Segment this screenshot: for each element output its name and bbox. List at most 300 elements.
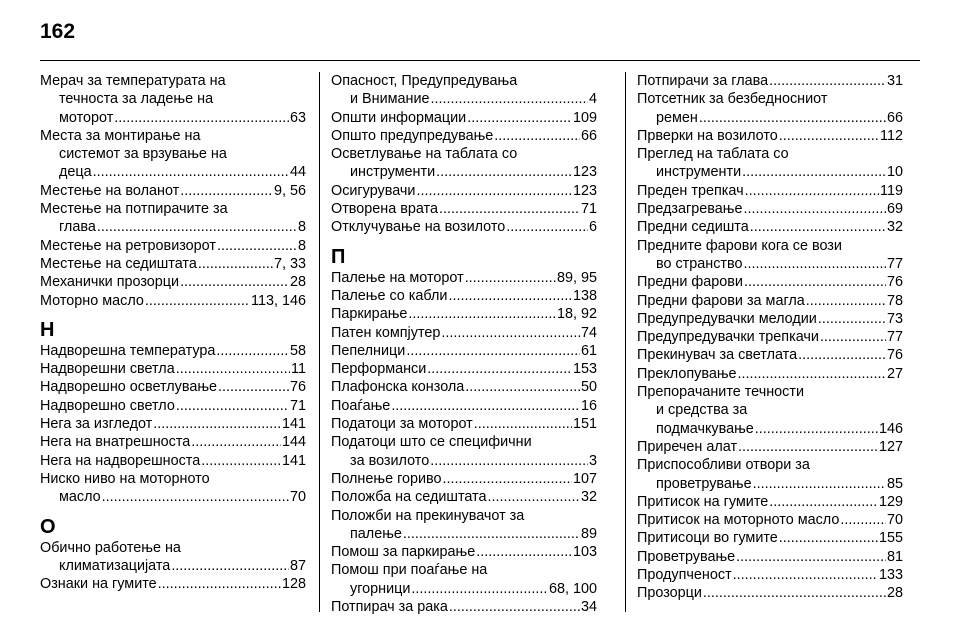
index-page-ref: 133 — [878, 567, 903, 584]
index-entry-row — [331, 452, 597, 470]
index-term: Притисоци во гумите — [637, 530, 778, 547]
index-term: Предни фарови за магла — [637, 292, 805, 309]
dot-leader — [488, 488, 580, 506]
index-term: Перформанси — [331, 361, 427, 378]
index-entry-row — [637, 584, 903, 602]
dot-leader — [779, 529, 878, 547]
index-entry-row — [331, 580, 597, 598]
index-page-ref: 7, 33 — [273, 255, 306, 272]
index-page-ref: 153 — [572, 361, 597, 378]
index-page-ref: 58 — [289, 342, 306, 359]
index-entry-row — [40, 342, 306, 360]
index-term: Надворешна температура — [40, 342, 216, 359]
index-page-ref: 127 — [878, 438, 903, 455]
index-entry-row — [40, 273, 306, 291]
index-page-ref: 28 — [886, 585, 903, 602]
index-entry-row — [40, 163, 306, 181]
index-page-ref: 78 — [886, 292, 903, 309]
index-entry-row — [40, 488, 306, 506]
index-page-ref: 11 — [291, 361, 306, 378]
index-entry-row — [637, 328, 903, 346]
dot-leader — [699, 109, 886, 127]
index-entry — [40, 237, 306, 255]
index-entry — [331, 127, 597, 145]
index-page-ref: 4 — [588, 91, 597, 108]
index-page-ref: 89, 95 — [556, 269, 597, 286]
index-page-ref: 50 — [580, 379, 597, 396]
index-entry-row — [637, 475, 903, 493]
index-term: Прекинувач за светлата — [637, 347, 798, 364]
dot-leader — [180, 182, 273, 200]
index-entry-row — [40, 182, 306, 200]
index-page-ref: 76 — [886, 274, 903, 291]
dot-leader — [755, 420, 878, 438]
index-entry-row — [40, 415, 306, 433]
dot-leader — [436, 163, 572, 181]
index-entry — [40, 433, 306, 451]
index-page-ref: 76 — [289, 379, 306, 396]
index-entry — [331, 200, 597, 218]
index-page-ref: 44 — [289, 164, 306, 181]
index-entry — [40, 575, 306, 593]
index-entry-row — [637, 292, 903, 310]
dot-leader — [798, 346, 886, 364]
dot-leader — [218, 378, 289, 396]
dot-leader — [441, 324, 580, 342]
index-entry-row — [331, 598, 597, 616]
index-page-ref: 8 — [297, 237, 306, 254]
page-number: 162 — [40, 20, 76, 43]
index-page-ref: 155 — [878, 530, 903, 547]
dot-leader — [176, 360, 290, 378]
index-page-ref: 109 — [572, 109, 597, 126]
index-entry-row — [331, 470, 597, 488]
index-term: Преден трепкач — [637, 182, 744, 199]
index-term: проветрување — [656, 475, 752, 492]
dot-leader — [736, 548, 886, 566]
index-page-ref: 87 — [289, 557, 306, 574]
index-entry-row — [331, 378, 597, 396]
index-entry-row — [331, 218, 597, 236]
dot-leader — [818, 310, 886, 328]
index-entry — [331, 72, 597, 109]
index-term: Проветрување — [637, 548, 736, 565]
dot-leader — [779, 127, 879, 145]
dot-leader — [820, 328, 886, 346]
dot-leader — [97, 218, 297, 236]
dot-leader — [840, 511, 886, 529]
index-entry-row — [331, 109, 597, 127]
index-term: Податоци што се специфични — [331, 434, 532, 451]
index-entry-row — [637, 420, 903, 438]
column-divider — [625, 72, 626, 612]
dot-leader — [745, 182, 879, 200]
dot-leader — [176, 397, 289, 415]
index-page-ref: 34 — [580, 599, 597, 616]
index-term: Прозорци — [637, 585, 702, 602]
index-page-ref: 119 — [880, 182, 903, 199]
index-term: Патен компјутер — [331, 324, 441, 341]
index-term: Општо предупредување — [331, 127, 494, 144]
index-entry — [637, 90, 903, 127]
index-entry-row — [40, 397, 306, 415]
index-entry-row — [637, 438, 903, 456]
index-entry — [637, 584, 903, 602]
index-term: Положби на прекинувачот за — [331, 507, 525, 524]
index-term: Отклучување на возилото — [331, 219, 506, 236]
index-term: Положба на седиштата — [331, 489, 487, 506]
dot-leader — [93, 163, 289, 181]
index-entry — [40, 72, 306, 127]
dot-leader — [476, 543, 572, 561]
index-page-ref: 70 — [886, 512, 903, 529]
index-page-ref: 70 — [289, 489, 306, 506]
index-entry-row — [637, 163, 903, 181]
index-entry-row — [637, 493, 903, 511]
index-entry — [331, 218, 597, 236]
index-entry-row — [637, 529, 903, 547]
index-entry-row — [40, 218, 306, 236]
index-entry — [331, 305, 597, 323]
index-term: Предни седишта — [637, 219, 749, 236]
index-column-2 — [331, 72, 597, 616]
index-term: Местење на потпирачите за — [40, 201, 228, 218]
index-letter-heading: П — [331, 245, 346, 268]
index-entry — [331, 360, 597, 378]
index-entry-row — [331, 127, 597, 145]
index-term: инструменти — [656, 164, 742, 181]
index-entry-row — [331, 324, 597, 342]
index-term: Потпирач за рака — [331, 599, 448, 616]
index-entry — [637, 365, 903, 383]
index-page-ref: 77 — [886, 255, 903, 272]
dot-leader — [158, 575, 281, 593]
index-term: Потсетник за безбедносниот — [637, 91, 828, 108]
index-page-ref: 123 — [572, 164, 597, 181]
index-entry — [331, 433, 597, 470]
index-page-ref: 31 — [886, 73, 903, 89]
index-page-ref: 113, 146 — [251, 292, 306, 309]
dot-leader — [430, 452, 588, 470]
index-entry — [40, 360, 306, 378]
dot-leader — [753, 475, 886, 493]
index-term: климатизацијата — [59, 557, 171, 574]
dot-leader — [703, 584, 886, 602]
index-term: масло — [59, 489, 101, 506]
index-entry-row — [331, 525, 597, 543]
index-entry — [331, 507, 597, 544]
index-entry — [637, 72, 903, 90]
dot-leader — [403, 525, 580, 543]
index-term: Помош за паркирање — [331, 544, 476, 561]
index-page-ref: 112 — [880, 127, 903, 144]
dot-leader — [102, 488, 289, 506]
index-term: Надворешно светло — [40, 397, 175, 414]
dot-leader — [427, 360, 572, 378]
index-page-ref: 66 — [886, 109, 903, 126]
index-entry-row — [40, 433, 306, 451]
dot-leader — [806, 292, 886, 310]
index-term: Притисок на гумите — [637, 493, 769, 510]
index-page-ref: 32 — [580, 489, 597, 506]
index-term: Предзагревање — [637, 201, 743, 218]
dot-leader — [465, 378, 580, 396]
index-entry — [637, 127, 903, 145]
index-term: деца — [59, 164, 92, 181]
index-entry — [331, 342, 597, 360]
index-entry-row — [40, 292, 306, 310]
index-page-ref: 61 — [580, 342, 597, 359]
dot-leader — [180, 273, 289, 291]
index-term: Местење на воланот — [40, 182, 180, 199]
index-page-ref: 151 — [572, 416, 597, 433]
index-page-ref: 18, 92 — [556, 306, 597, 323]
dot-leader — [744, 255, 886, 273]
index-term: Палење на моторот — [331, 269, 464, 286]
dot-leader — [191, 433, 281, 451]
index-term: Предупредувачки мелодии — [637, 310, 817, 327]
index-term: Паркирање — [331, 306, 408, 323]
index-entry — [40, 415, 306, 433]
index-term: Надворешно осветлување — [40, 379, 218, 396]
index-entry-row — [637, 310, 903, 328]
index-term: Пепелници — [331, 342, 406, 359]
index-page-ref: 9, 56 — [273, 182, 306, 199]
index-entry — [637, 383, 903, 438]
index-term: инструменти — [350, 164, 436, 181]
index-page-ref: 81 — [886, 548, 903, 565]
index-entry — [40, 182, 306, 200]
index-page-ref: 3 — [588, 452, 597, 469]
index-term: Притисок на моторното масло — [637, 512, 840, 529]
index-entry — [637, 438, 903, 456]
index-term: Палење со кабли — [331, 287, 448, 304]
index-entry-row — [637, 218, 903, 236]
index-entry-row — [331, 488, 597, 506]
dot-leader — [408, 305, 556, 323]
index-entry — [331, 397, 597, 415]
index-term: Предни фарови — [637, 274, 743, 291]
index-term: Надворешни светла — [40, 361, 175, 378]
index-term: Приречен алат — [637, 438, 738, 455]
index-term: Осигурувачи — [331, 182, 416, 199]
index-page-ref: 128 — [281, 576, 306, 593]
index-entry-row — [331, 360, 597, 378]
index-page-ref: 85 — [886, 475, 903, 492]
index-entry — [40, 292, 306, 310]
index-page-ref: 144 — [281, 434, 306, 451]
index-term: Прверки на возилото — [637, 127, 778, 144]
index-page-ref: 27 — [886, 365, 903, 382]
dot-leader — [153, 415, 281, 433]
index-term: течноста за ладење на — [59, 91, 214, 108]
index-term: Предните фарови кога се вози — [637, 237, 842, 254]
index-entry — [40, 127, 306, 182]
index-term: Нега за изгледот — [40, 416, 153, 433]
index-entry — [40, 452, 306, 470]
index-term: Ознаки на гумите — [40, 576, 157, 593]
index-entry-row — [637, 72, 903, 90]
index-entry-row — [331, 90, 597, 108]
dot-leader — [494, 127, 580, 145]
dot-leader — [750, 218, 886, 236]
index-entry-row — [331, 543, 597, 561]
index-entry — [40, 200, 306, 237]
index-term: моторот — [59, 109, 114, 126]
index-term: Осветлување на таблата со — [331, 146, 518, 163]
index-term: Моторно масло — [40, 292, 144, 309]
index-page-ref: 76 — [886, 347, 903, 364]
dot-leader — [769, 493, 878, 511]
index-page-ref: 8 — [297, 219, 306, 236]
index-entry-row — [637, 346, 903, 364]
index-entry-row — [331, 342, 597, 360]
dot-leader — [411, 580, 548, 598]
index-term: Полнење гориво — [331, 470, 442, 487]
index-term: Општи информации — [331, 109, 467, 126]
index-entry — [40, 539, 306, 576]
index-term: палење — [350, 525, 402, 542]
index-term: и Внимание — [350, 91, 430, 108]
index-term: Податоци за моторот — [331, 416, 473, 433]
dot-leader — [114, 109, 289, 127]
index-entry-row — [637, 511, 903, 529]
dot-leader — [145, 292, 250, 310]
index-term: угорници — [350, 580, 411, 597]
index-entry — [637, 566, 903, 584]
index-term: Места за монтирање на — [40, 127, 201, 144]
index-entry — [40, 378, 306, 396]
index-page-ref: 66 — [580, 127, 597, 144]
index-page-ref: 141 — [281, 452, 306, 469]
dot-leader — [738, 438, 878, 456]
index-page-ref: 146 — [878, 420, 903, 437]
index-page-ref: 10 — [886, 164, 903, 181]
index-entry-row — [637, 273, 903, 291]
index-entry — [637, 145, 903, 182]
index-page-ref: 103 — [572, 544, 597, 561]
index-term: Препорачаните течности — [637, 384, 804, 401]
index-entry — [331, 378, 597, 396]
index-entry-row — [40, 452, 306, 470]
index-entry-row — [637, 109, 903, 127]
dot-leader — [738, 365, 886, 383]
dot-leader — [506, 218, 588, 236]
index-page-ref: 71 — [580, 201, 597, 218]
index-term: Нега на надворешноста — [40, 452, 201, 469]
index-term: глава — [59, 219, 96, 236]
index-page-ref: 89 — [580, 525, 597, 542]
index-term: Опасност, Предупредувања — [331, 73, 518, 89]
index-entry — [637, 237, 903, 274]
index-term: Местење на седиштата — [40, 255, 197, 272]
index-term: за возилото — [350, 452, 430, 469]
dot-leader — [439, 200, 580, 218]
dot-leader — [406, 342, 580, 360]
index-entry — [637, 511, 903, 529]
index-page-ref: 73 — [886, 310, 903, 327]
dot-leader — [416, 182, 572, 200]
index-entry-row — [40, 575, 306, 593]
dot-leader — [217, 237, 297, 255]
index-entry-row — [331, 182, 597, 200]
dot-leader — [443, 470, 572, 488]
dot-leader — [742, 163, 886, 181]
index-page-ref: 138 — [572, 287, 597, 304]
index-term: Плафонска конзола — [331, 379, 465, 396]
index-entry — [331, 269, 597, 287]
index-page-ref: 77 — [886, 329, 903, 346]
dot-leader — [769, 72, 886, 90]
index-entry-row — [40, 109, 306, 127]
dot-leader — [448, 287, 572, 305]
index-entry — [637, 182, 903, 200]
index-term: Продупченост — [637, 567, 732, 584]
index-entry — [331, 109, 597, 127]
index-page-ref: 141 — [281, 416, 306, 433]
index-column-1 — [40, 72, 306, 593]
index-entry-row — [40, 360, 306, 378]
index-page-ref: 28 — [289, 274, 306, 291]
index-entry — [637, 200, 903, 218]
index-term: Нега на внатрешноста — [40, 434, 191, 451]
index-term: Поаѓање — [331, 397, 391, 414]
index-entry — [40, 255, 306, 273]
dot-leader — [744, 273, 886, 291]
index-entry — [637, 548, 903, 566]
index-page-ref: 74 — [580, 324, 597, 341]
index-term: Приспособливи отвори за — [637, 457, 810, 474]
column-divider — [319, 72, 320, 612]
dot-leader — [431, 90, 588, 108]
dot-leader — [391, 397, 580, 415]
dot-leader — [171, 557, 289, 575]
index-entry — [637, 529, 903, 547]
index-entry — [637, 493, 903, 511]
index-entry-row — [331, 305, 597, 323]
index-term: Отворена врата — [331, 201, 438, 218]
index-entry — [331, 561, 597, 598]
index-entry-row — [637, 182, 903, 200]
index-entry-row — [637, 548, 903, 566]
index-term: Предупредувачки трепкачи — [637, 329, 819, 346]
index-entry-row — [40, 237, 306, 255]
index-entry-row — [40, 255, 306, 273]
index-entry — [331, 145, 597, 182]
header-rule — [40, 60, 920, 61]
index-entry — [40, 342, 306, 360]
index-entry — [637, 310, 903, 328]
index-entry-row — [40, 378, 306, 396]
index-entry — [637, 218, 903, 236]
dot-leader — [743, 200, 886, 218]
index-term: Преглед на таблата со — [637, 146, 789, 163]
index-entry — [331, 324, 597, 342]
index-entry-row — [637, 255, 903, 273]
index-term: Местење на ретровизорот — [40, 237, 216, 254]
index-entry — [637, 292, 903, 310]
index-term: Потпирачи за глава — [637, 73, 769, 89]
dot-leader — [449, 598, 580, 616]
index-entry-row — [40, 557, 306, 575]
index-letter-heading: О — [40, 515, 56, 538]
index-term: Механички прозорци — [40, 274, 180, 291]
dot-leader — [465, 269, 556, 287]
index-term: системот за врзување на — [59, 146, 227, 163]
index-entry — [331, 598, 597, 616]
index-entry — [331, 470, 597, 488]
index-term: ремен — [656, 109, 698, 126]
